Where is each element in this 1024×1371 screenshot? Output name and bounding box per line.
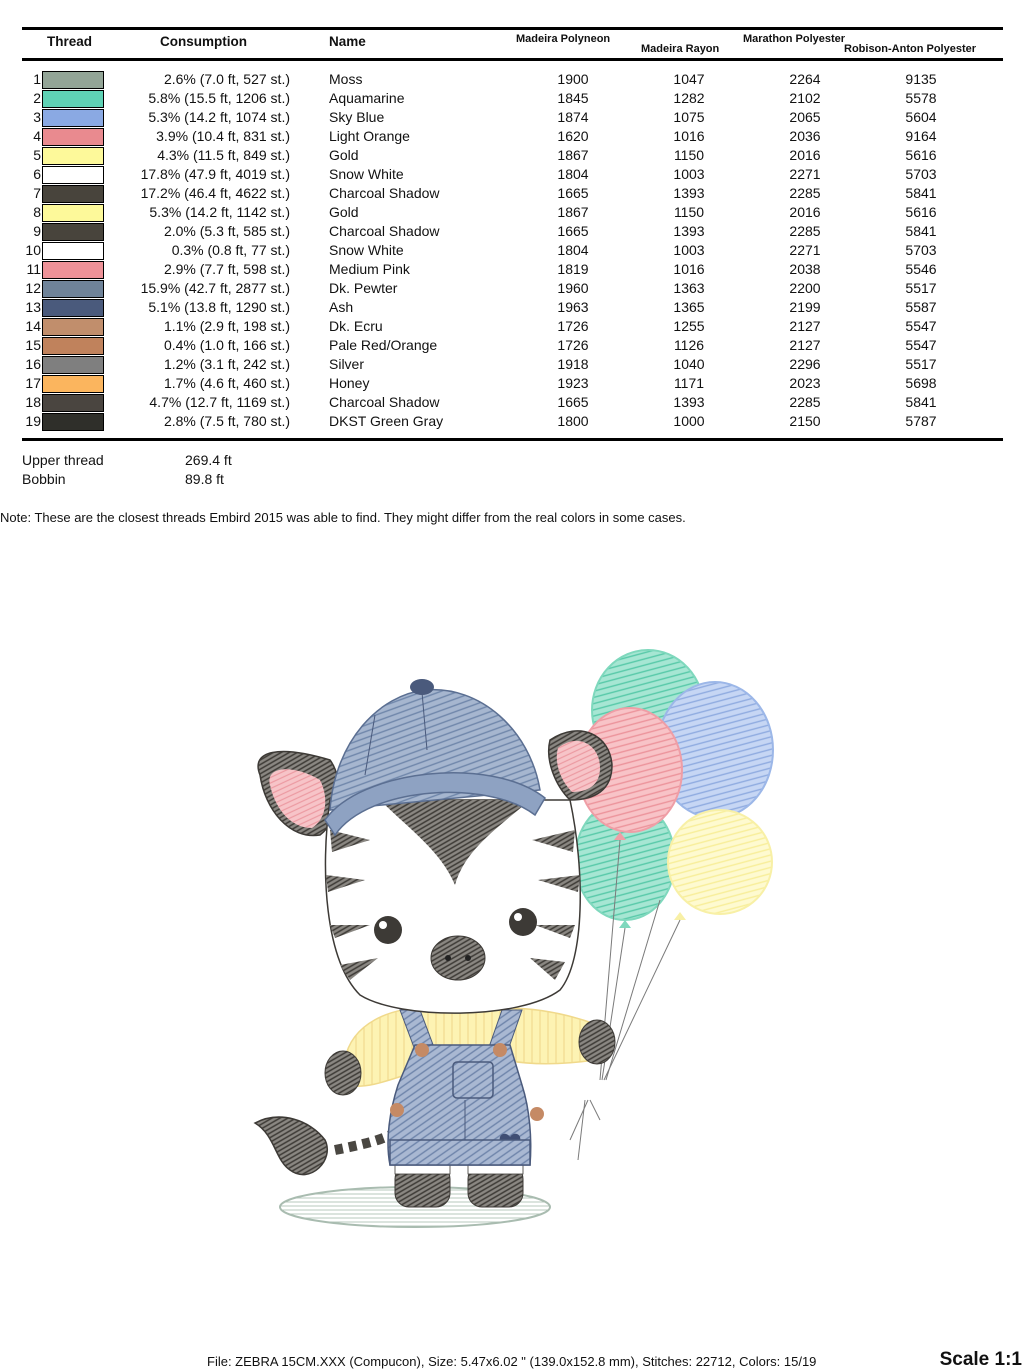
- thread-number: 3: [33, 109, 41, 125]
- robison-anton-polyester-cell: 5841: [905, 223, 937, 239]
- upper-thread-value: 269.4 ft: [185, 452, 232, 468]
- consumption-cell: 4.7% (12.7 ft, 1169 st.): [149, 394, 290, 410]
- robison-anton-polyester-cell: 9135: [905, 71, 937, 87]
- thread-number: 16: [25, 356, 41, 372]
- zebra-hand-left: [325, 1051, 361, 1095]
- madeira-polyneon-cell: 1804: [557, 242, 589, 258]
- thread-name-cell: Snow White: [329, 166, 404, 182]
- color-swatch: [42, 166, 104, 184]
- color-swatch: [42, 299, 104, 317]
- table-row: [0, 108, 1024, 127]
- marathon-polyester-cell: 2264: [789, 71, 821, 87]
- table-row: [0, 203, 1024, 222]
- marathon-polyester-cell: 2102: [789, 90, 821, 106]
- table-row: [0, 89, 1024, 108]
- zebra-embroidery-illustration: [240, 640, 800, 1240]
- table-bottom-rule: [22, 438, 1003, 441]
- balloons: [570, 650, 773, 1160]
- thread-number: 1: [33, 71, 41, 87]
- robison-anton-polyester-cell: 5703: [905, 242, 937, 258]
- madeira-rayon-cell: 1255: [673, 318, 705, 334]
- madeira-rayon-cell: 1040: [673, 356, 705, 372]
- madeira-rayon-cell: 1393: [673, 394, 705, 410]
- thread-name-cell: Moss: [329, 71, 363, 87]
- madeira-rayon-cell: 1150: [673, 204, 705, 220]
- madeira-rayon-cell: 1150: [673, 147, 705, 163]
- madeira-rayon-cell: 1000: [673, 413, 705, 429]
- color-swatch: [42, 280, 104, 298]
- thread-name-cell: Sky Blue: [329, 109, 385, 125]
- thread-name-cell: Dk. Pewter: [329, 280, 398, 296]
- robison-anton-polyester-cell: 5841: [905, 394, 937, 410]
- madeira-polyneon-cell: 1665: [557, 223, 589, 239]
- thread-name-cell: Charcoal Shadow: [329, 223, 440, 239]
- table-row: [0, 279, 1024, 298]
- madeira-polyneon-cell: 1900: [557, 71, 589, 87]
- madeira-rayon-cell: 1282: [673, 90, 705, 106]
- table-top-rule: [22, 27, 1003, 30]
- madeira-rayon-cell: 1126: [673, 337, 705, 353]
- consumption-cell: 17.8% (47.9 ft, 4019 st.): [140, 166, 290, 182]
- table-row: [0, 70, 1024, 89]
- robison-anton-polyester-cell: 5517: [905, 356, 937, 372]
- robison-anton-polyester-cell: 5604: [905, 109, 937, 125]
- header-marathon-polyester: Marathon Polyester: [743, 33, 846, 45]
- marathon-polyester-cell: 2038: [789, 261, 821, 277]
- header-consumption: Consumption: [160, 34, 247, 49]
- table-row: [0, 412, 1024, 431]
- madeira-polyneon-cell: 1800: [557, 413, 589, 429]
- madeira-polyneon-cell: 1804: [557, 166, 589, 182]
- thread-name-cell: Dk. Ecru: [329, 318, 383, 334]
- thread-name-cell: Honey: [329, 375, 370, 391]
- table-row: [0, 393, 1024, 412]
- madeira-polyneon-cell: 1845: [557, 90, 589, 106]
- thread-name-cell: DKST Green Gray: [329, 413, 444, 429]
- table-row: [0, 355, 1024, 374]
- madeira-polyneon-cell: 1726: [557, 337, 589, 353]
- madeira-polyneon-cell: 1726: [557, 318, 589, 334]
- thread-number: 2: [33, 90, 41, 106]
- thread-number: 6: [33, 166, 41, 182]
- consumption-cell: 0.3% (0.8 ft, 77 st.): [171, 242, 290, 258]
- consumption-cell: 3.9% (10.4 ft, 831 st.): [156, 128, 290, 144]
- thread-number: 17: [25, 375, 41, 391]
- consumption-cell: 1.1% (2.9 ft, 198 st.): [163, 318, 290, 334]
- consumption-cell: 2.6% (7.0 ft, 527 st.): [163, 71, 290, 87]
- madeira-polyneon-cell: 1665: [557, 185, 589, 201]
- color-swatch: [42, 318, 104, 336]
- thread-number: 7: [33, 185, 41, 201]
- robison-anton-polyester-cell: 5703: [905, 166, 937, 182]
- robison-anton-polyester-cell: 5546: [905, 261, 937, 277]
- marathon-polyester-cell: 2271: [789, 242, 821, 258]
- robison-anton-polyester-cell: 5578: [905, 90, 937, 106]
- robison-anton-polyester-cell: 5616: [905, 204, 937, 220]
- table-row: [0, 336, 1024, 355]
- robison-anton-polyester-cell: 5587: [905, 299, 937, 315]
- madeira-polyneon-cell: 1960: [557, 280, 589, 296]
- color-swatch: [42, 147, 104, 165]
- marathon-polyester-cell: 2016: [789, 204, 821, 220]
- consumption-cell: 5.8% (15.5 ft, 1206 st.): [148, 90, 290, 106]
- madeira-polyneon-cell: 1620: [557, 128, 589, 144]
- marathon-polyester-cell: 2285: [789, 223, 821, 239]
- color-swatch: [42, 185, 104, 203]
- consumption-cell: 1.7% (4.6 ft, 460 st.): [163, 375, 290, 391]
- table-row: [0, 127, 1024, 146]
- madeira-rayon-cell: 1363: [673, 280, 705, 296]
- marathon-polyester-cell: 2150: [789, 413, 821, 429]
- marathon-polyester-cell: 2285: [789, 185, 821, 201]
- zebra-hand-right: [579, 1020, 615, 1064]
- scale-label: Scale 1:1: [939, 1349, 1022, 1370]
- table-row: [0, 317, 1024, 336]
- thread-name-cell: Snow White: [329, 242, 404, 258]
- thread-number: 14: [25, 318, 41, 334]
- madeira-rayon-cell: 1047: [673, 71, 705, 87]
- thread-note: Note: These are the closest threads Embird 2015 was able to find. They might differ from the real colors in some cases.: [0, 510, 686, 525]
- consumption-cell: 2.9% (7.7 ft, 598 st.): [163, 261, 290, 277]
- thread-number: 13: [25, 299, 41, 315]
- thread-name-cell: Gold: [329, 204, 359, 220]
- madeira-rayon-cell: 1075: [673, 109, 705, 125]
- consumption-cell: 5.3% (14.2 ft, 1142 st.): [149, 204, 290, 220]
- thread-name-cell: Pale Red/Orange: [329, 337, 438, 353]
- consumption-cell: 5.3% (14.2 ft, 1074 st.): [148, 109, 290, 125]
- robison-anton-polyester-cell: 9164: [905, 128, 937, 144]
- madeira-rayon-cell: 1016: [673, 128, 705, 144]
- header-name: Name: [329, 34, 366, 49]
- zebra-head: [325, 800, 580, 1013]
- color-swatch: [42, 109, 104, 127]
- madeira-polyneon-cell: 1874: [557, 109, 589, 125]
- consumption-cell: 5.1% (13.8 ft, 1290 st.): [148, 299, 290, 315]
- table-row: [0, 146, 1024, 165]
- consumption-cell: 1.2% (3.1 ft, 242 st.): [163, 356, 290, 372]
- consumption-cell: 17.2% (46.4 ft, 4622 st.): [140, 185, 290, 201]
- design-preview: [240, 640, 800, 1240]
- bobbin-value: 89.8 ft: [185, 471, 224, 487]
- marathon-polyester-cell: 2127: [789, 318, 821, 334]
- table-row: [0, 374, 1024, 393]
- thread-number: 11: [26, 261, 41, 277]
- robison-anton-polyester-cell: 5547: [905, 337, 937, 353]
- color-swatch: [42, 356, 104, 374]
- madeira-polyneon-cell: 1923: [557, 375, 589, 391]
- color-swatch: [42, 394, 104, 412]
- madeira-polyneon-cell: 1963: [557, 299, 589, 315]
- madeira-rayon-cell: 1171: [673, 375, 705, 391]
- thread-number: 19: [25, 413, 41, 429]
- madeira-rayon-cell: 1365: [673, 299, 705, 315]
- color-swatch: [42, 204, 104, 222]
- consumption-cell: 2.8% (7.5 ft, 780 st.): [163, 413, 290, 429]
- thread-name-cell: Light Orange: [329, 128, 410, 144]
- thread-name-cell: Gold: [329, 147, 359, 163]
- header-robison-anton-polyester: Robison-Anton Polyester: [844, 43, 977, 55]
- upper-thread-label: Upper thread: [22, 452, 104, 468]
- color-swatch: [42, 337, 104, 355]
- marathon-polyester-cell: 2285: [789, 394, 821, 410]
- madeira-polyneon-cell: 1819: [557, 261, 589, 277]
- table-row: [0, 298, 1024, 317]
- madeira-rayon-cell: 1003: [673, 242, 705, 258]
- thread-number: 15: [25, 337, 41, 353]
- madeira-rayon-cell: 1016: [673, 261, 705, 277]
- table-row: [0, 165, 1024, 184]
- bobbin-label: Bobbin: [22, 471, 66, 487]
- color-swatch: [42, 242, 104, 260]
- madeira-polyneon-cell: 1665: [557, 394, 589, 410]
- marathon-polyester-cell: 2036: [789, 128, 821, 144]
- file-info: File: ZEBRA 15CM.XXX (Compucon), Size: 5.47x6.02 " (139.0x152.8 mm), Stitches: 22712, Colors: 15/19: [207, 1354, 817, 1369]
- marathon-polyester-cell: 2065: [789, 109, 821, 125]
- thread-name-cell: Charcoal Shadow: [329, 185, 440, 201]
- header-thread: Thread: [47, 34, 93, 49]
- thread-number: 4: [33, 128, 41, 144]
- color-swatch: [42, 128, 104, 146]
- consumption-cell: 2.0% (5.3 ft, 585 st.): [163, 223, 290, 239]
- thread-number: 10: [25, 242, 41, 258]
- marathon-polyester-cell: 2199: [789, 299, 821, 315]
- marathon-polyester-cell: 2127: [789, 337, 821, 353]
- table-row: [0, 184, 1024, 203]
- thread-name-cell: Charcoal Shadow: [329, 394, 440, 410]
- table-row: [0, 241, 1024, 260]
- table-row: [0, 260, 1024, 279]
- consumption-cell: 4.3% (11.5 ft, 849 st.): [157, 147, 290, 163]
- thread-name-cell: Ash: [329, 299, 354, 315]
- madeira-rayon-cell: 1003: [673, 166, 705, 182]
- robison-anton-polyester-cell: 5517: [905, 280, 937, 296]
- robison-anton-polyester-cell: 5698: [905, 375, 937, 391]
- color-swatch: [42, 90, 104, 108]
- header-madeira-polyneon: Madeira Polyneon: [516, 33, 611, 45]
- robison-anton-polyester-cell: 5547: [905, 318, 937, 334]
- thread-name-cell: Medium Pink: [329, 261, 410, 277]
- color-swatch: [42, 71, 104, 89]
- marathon-polyester-cell: 2271: [789, 166, 821, 182]
- color-swatch: [42, 375, 104, 393]
- madeira-polyneon-cell: 1918: [557, 356, 589, 372]
- thread-number: 5: [33, 147, 41, 163]
- marathon-polyester-cell: 2023: [789, 375, 821, 391]
- table-header-rule: [22, 58, 1003, 61]
- marathon-polyester-cell: 2296: [789, 356, 821, 372]
- consumption-cell: 0.4% (1.0 ft, 166 st.): [163, 337, 290, 353]
- color-swatch: [42, 413, 104, 431]
- marathon-polyester-cell: 2016: [789, 147, 821, 163]
- thread-number: 9: [33, 223, 41, 239]
- madeira-rayon-cell: 1393: [673, 223, 705, 239]
- robison-anton-polyester-cell: 5616: [905, 147, 937, 163]
- thread-number: 8: [33, 204, 41, 220]
- table-row: [0, 222, 1024, 241]
- header-madeira-rayon: Madeira Rayon: [641, 43, 720, 55]
- madeira-polyneon-cell: 1867: [557, 147, 589, 163]
- robison-anton-polyester-cell: 5841: [905, 185, 937, 201]
- zebra-tail: [255, 1117, 400, 1174]
- robison-anton-polyester-cell: 5787: [905, 413, 937, 429]
- marathon-polyester-cell: 2200: [789, 280, 821, 296]
- thread-number: 18: [25, 394, 41, 410]
- madeira-rayon-cell: 1393: [673, 185, 705, 201]
- thread-name-cell: Aquamarine: [329, 90, 405, 106]
- thread-number: 12: [25, 280, 41, 296]
- thread-name-cell: Silver: [329, 356, 365, 372]
- madeira-polyneon-cell: 1867: [557, 204, 589, 220]
- color-swatch: [42, 261, 104, 279]
- consumption-cell: 15.9% (42.7 ft, 2877 st.): [140, 280, 290, 296]
- color-swatch: [42, 223, 104, 241]
